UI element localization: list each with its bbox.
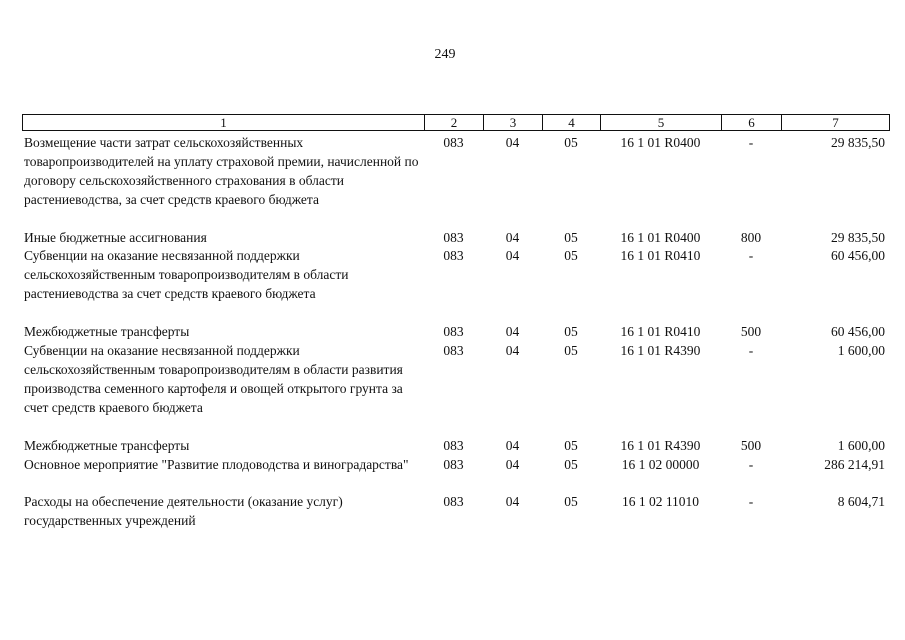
row-amount: 29 835,50 (831, 230, 885, 245)
row-ministry-code: 083 (443, 135, 464, 150)
row-name: Иные бюджетные ассигнования (24, 230, 207, 245)
row-section-code: 04 (505, 343, 520, 358)
row-amount: 286 214,91 (824, 457, 885, 472)
row-subsection-code: 05 (564, 248, 578, 263)
row-subsection-code: 05 (564, 343, 578, 358)
header-col-7: 7 (832, 115, 839, 130)
row-name: Расходы на обеспечение деятельности (оказание услуг) государственных учреждений (24, 494, 343, 528)
row-expense-type: - (748, 248, 754, 263)
row-amount: 1 600,00 (837, 343, 885, 358)
row-amount: 60 456,00 (831, 324, 885, 339)
row-name: Основное мероприятие "Развитие плодоводства и виноградарства" (24, 457, 409, 472)
row-target-code: 16 1 01 R4390 (620, 343, 701, 358)
row-expense-type: - (748, 457, 754, 472)
table-header (22, 114, 890, 131)
header-col-3: 3 (484, 115, 543, 130)
row-amount: 29 835,50 (831, 135, 885, 150)
row-target-code: 16 1 01 R0410 (620, 324, 701, 339)
row-name: Межбюджетные трансферты (24, 438, 190, 453)
row-expense-type: 800 (740, 230, 762, 245)
row-subsection-code: 05 (564, 324, 578, 339)
row-subsection-code: 05 (564, 135, 578, 150)
row-subsection-code: 05 (564, 457, 578, 472)
header-col-5: 5 (601, 115, 722, 130)
row-subsection-code: 05 (564, 230, 578, 245)
row-subsection-code: 05 (564, 438, 578, 453)
row-expense-type: - (748, 494, 754, 509)
row-expense-type: - (748, 135, 754, 150)
row-ministry-code: 083 (443, 343, 464, 358)
row-amount: 1 600,00 (837, 438, 885, 453)
row-section-code: 04 (505, 457, 520, 472)
row-expense-type: 500 (740, 324, 762, 339)
row-section-code: 04 (505, 248, 520, 263)
row-name: Субвенции на оказание несвязанной поддержки сельскохозяйственным товаропроизводителям в области растениеводства за счет средств краевого бюджета (24, 248, 349, 301)
row-ministry-code: 083 (443, 230, 464, 245)
row-amount: 8 604,71 (837, 494, 885, 509)
row-section-code: 04 (505, 135, 520, 150)
row-ministry-code: 083 (443, 457, 464, 472)
row-name: Возмещение части затрат сельскохозяйственных товаропроизводителей на уплату страховой премии, начисленной по договору сельскохозяйственного страхования в области растениеводства, за счет средств краевого бюджета (24, 135, 419, 207)
row-target-code: 16 1 02 00000 (621, 457, 700, 472)
row-section-code: 04 (505, 230, 520, 245)
row-ministry-code: 083 (443, 324, 464, 339)
row-ministry-code: 083 (443, 494, 464, 509)
row-subsection-code: 05 (564, 494, 578, 509)
page-number: 249 (434, 47, 456, 62)
row-ministry-code: 083 (443, 438, 464, 453)
row-target-code: 16 1 01 R4390 (620, 438, 701, 453)
row-expense-type: 500 (740, 438, 762, 453)
row-section-code: 04 (505, 324, 520, 339)
row-target-code: 16 1 01 R0400 (620, 230, 701, 245)
header-col-2: 2 (425, 115, 484, 130)
row-name: Субвенции на оказание несвязанной поддержки сельскохозяйственным товаропроизводителям в области развития производства семенного картофеля и овощей открытого грунта за счет средств краевого бюджета (24, 343, 403, 415)
header-col-1: 1 (23, 115, 425, 130)
row-target-code: 16 1 01 R0410 (620, 248, 701, 263)
row-ministry-code: 083 (443, 248, 464, 263)
row-target-code: 16 1 01 R0400 (620, 135, 701, 150)
row-target-code: 16 1 02 11010 (621, 494, 700, 509)
header-col-6: 6 (722, 115, 782, 130)
row-section-code: 04 (505, 494, 520, 509)
header-col-4: 4 (543, 115, 601, 130)
row-section-code: 04 (505, 438, 520, 453)
row-amount: 60 456,00 (831, 248, 885, 263)
row-expense-type: - (748, 343, 754, 358)
row-name: Межбюджетные трансферты (24, 324, 190, 339)
